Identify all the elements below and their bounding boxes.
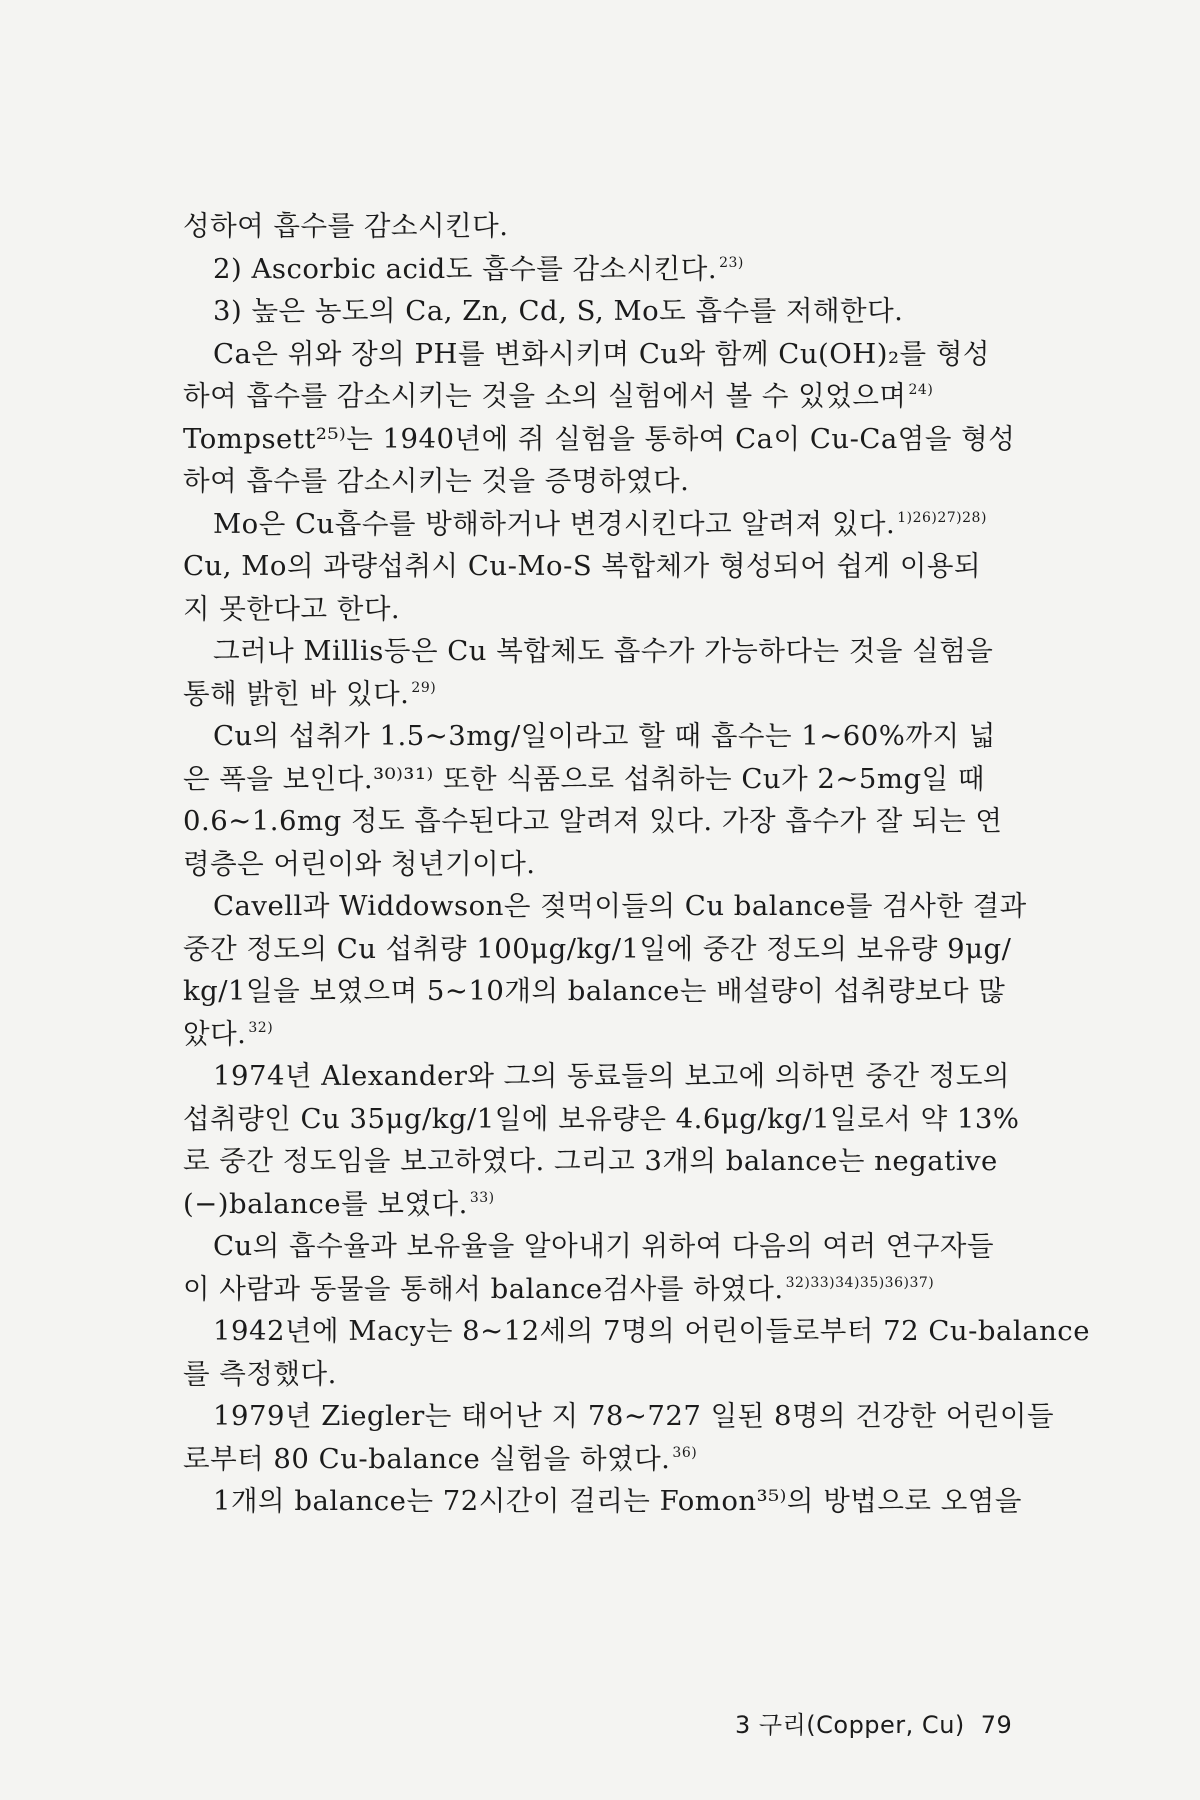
text-line-content: 로부터 80 Cu-balance 실험을 하였다. <box>183 1442 671 1475</box>
running-head: 3 구리(Copper, Cu) <box>735 1711 965 1739</box>
text-line-content: 성하여 흡수를 감소시킨다. <box>183 210 509 242</box>
text-line <box>183 248 1043 291</box>
text-line <box>183 1268 1043 1311</box>
text-line-content: 1개의 balance는 72시간이 걸리는 Fomon³⁵⁾의 방법으로 오염을 <box>213 1485 1022 1517</box>
text-line <box>183 630 1043 673</box>
text-line <box>183 418 1043 461</box>
text-line <box>183 503 1043 546</box>
text-line <box>183 205 1043 248</box>
citation-superscript: 32)33)34)35)36)37) <box>785 1274 935 1291</box>
text-line-content: 하여 흡수를 감소시키는 것을 소의 실험에서 볼 수 있었으며 <box>183 380 907 412</box>
text-line <box>183 1353 1043 1396</box>
text-line <box>183 1438 1043 1481</box>
text-line-content: Mo은 Cu흡수를 방해하거나 변경시킨다고 알려져 있다. <box>213 507 896 540</box>
text-line-content: Ca은 위와 장의 PH를 변화시키며 Cu와 함께 Cu(OH)₂를 형성 <box>213 337 990 370</box>
text-line-content: Cu, Mo의 과량섭취시 Cu-Mo-S 복합체가 형성되어 쉽게 이용되 <box>183 550 982 582</box>
citation-superscript: 23) <box>719 254 744 271</box>
text-line <box>183 1480 1043 1523</box>
text-line-content: 1942년에 Macy는 8∼12세의 7명의 어린이들로부터 72 Cu-balance <box>213 1315 1090 1347</box>
citation-superscript: 29) <box>411 679 437 696</box>
text-line <box>183 1013 1043 1056</box>
text-line-content: kg/1일을 보였으며 5∼10개의 balance는 배설량이 섭취량보다 많 <box>183 975 1006 1007</box>
text-line-content: 은 폭을 보인다.³⁰⁾³¹⁾ 또한 식품으로 섭취하는 Cu가 2∼5mg일 때 <box>183 762 985 795</box>
text-line <box>183 545 1043 588</box>
text-line <box>183 800 1043 843</box>
text-line <box>183 758 1043 801</box>
text-line-content: 지 못한다고 한다. <box>183 592 401 625</box>
text-line <box>183 290 1043 333</box>
text-line <box>183 970 1043 1013</box>
text-line-content: Cu의 흡수율과 보유율을 알아내기 위하여 다음의 여러 연구자들 <box>213 1230 995 1262</box>
text-line-content: 3) 높은 농도의 Ca, Zn, Cd, S, Mo도 흡수를 저해한다. <box>213 295 904 327</box>
text-line <box>183 333 1043 376</box>
citation-superscript: 36) <box>672 1444 698 1461</box>
text-line <box>183 375 1043 418</box>
text-line-content: 0.6∼1.6mg 정도 흡수된다고 알려져 있다. 가장 흡수가 잘 되는 연 <box>183 805 1003 837</box>
text-line-content: 중간 정도의 Cu 섭취량 100μg/kg/1일에 중간 정도의 보유량 9μg/ <box>183 932 1012 965</box>
text-line-content: 이 사람과 동물을 통해서 balance검사를 하였다. <box>183 1272 784 1305</box>
text-line <box>183 460 1043 503</box>
text-line <box>183 928 1043 971</box>
text-line-content: 았다. <box>183 1017 247 1050</box>
text-line-content: Cavell과 Widdowson은 젖먹이들의 Cu balance를 검사한 결과 <box>213 890 1027 922</box>
text-line-content: 를 측정했다. <box>183 1357 337 1390</box>
page-footer <box>735 1705 1012 1740</box>
text-line <box>183 1055 1043 1098</box>
page-number: 79 <box>980 1711 1013 1739</box>
text-line-content: Tompsett²⁵⁾는 1940년에 쥐 실험을 통하여 Ca이 Cu-Ca염을 형성 <box>183 422 1016 455</box>
text-line-content: (−)balance를 보였다. <box>183 1187 468 1220</box>
text-line <box>183 1225 1043 1268</box>
text-line <box>183 1310 1090 1353</box>
text-line <box>183 588 1043 631</box>
text-line-content: 1979년 Ziegler는 태어난 지 78∼727 일된 8명의 건강한 어린이들 <box>213 1400 1055 1432</box>
text-line <box>183 1395 1055 1438</box>
text-line <box>183 1140 1043 1183</box>
text-line-content: 그러나 Millis등은 Cu 복합체도 흡수가 가능하다는 것을 실험을 <box>213 635 994 667</box>
citation-superscript: 33) <box>469 1189 495 1206</box>
text-line <box>183 1183 1043 1226</box>
text-line-content: 2) Ascorbic acid도 흡수를 감소시킨다. <box>213 252 718 285</box>
text-line <box>183 885 1043 928</box>
citation-superscript: 1)26)27)28) <box>897 509 987 526</box>
text-line-content: 로 중간 정도임을 보고하였다. 그리고 3개의 balance는 negative <box>183 1145 998 1177</box>
text-line <box>183 1098 1043 1141</box>
text-line-content: Cu의 섭취가 1.5∼3mg/일이라고 할 때 흡수는 1∼60%까지 넓 <box>213 720 996 752</box>
text-line-content: 하여 흡수를 감소시키는 것을 증명하였다. <box>183 465 690 497</box>
citation-superscript: 24) <box>908 382 934 398</box>
citation-superscript: 32) <box>248 1019 274 1036</box>
text-line-content: 섭취량인 Cu 35μg/kg/1일에 보유량은 4.6μg/kg/1일로서 약 13% <box>183 1102 1020 1135</box>
text-line-content: 통해 밝힌 바 있다. <box>183 677 410 710</box>
text-line <box>183 673 1043 716</box>
text-line <box>183 843 1043 886</box>
text-line <box>183 715 1043 758</box>
text-line-content: 1974년 Alexander와 그의 동료들의 보고에 의하면 중간 정도의 <box>213 1060 1010 1092</box>
text-line-content: 령층은 어린이와 청년기이다. <box>183 847 536 880</box>
body-text <box>183 205 1090 1523</box>
